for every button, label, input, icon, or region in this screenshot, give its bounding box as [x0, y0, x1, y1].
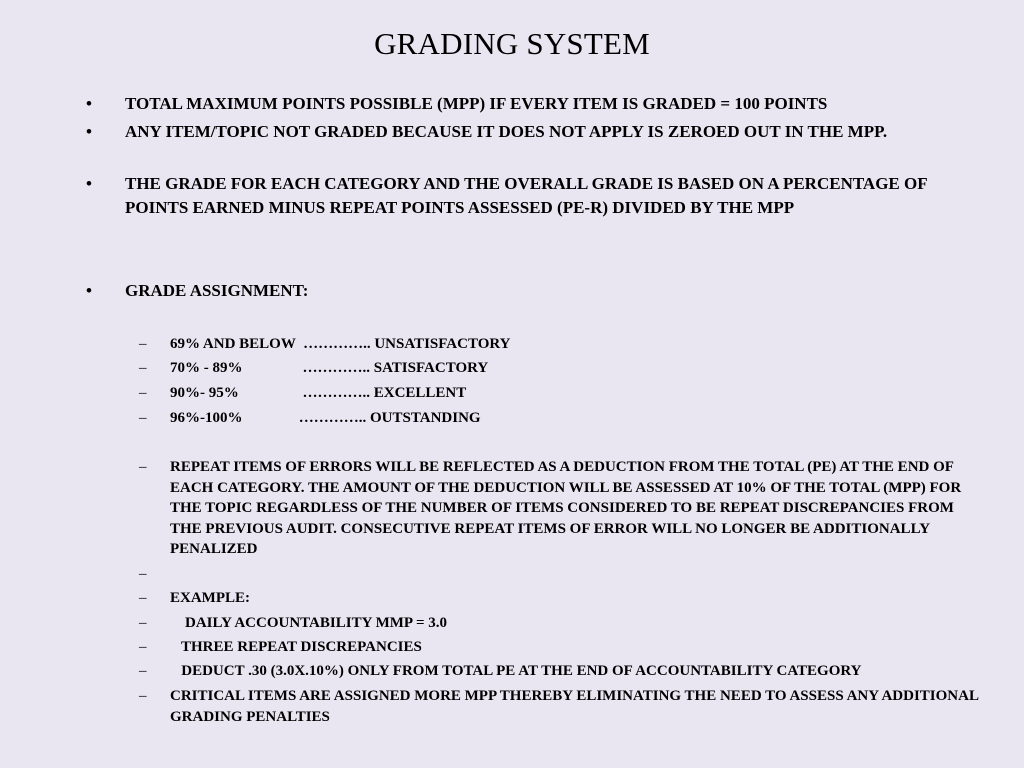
bullet-text: ANY ITEM/TOPIC NOT GRADED BECAUSE IT DOES NOT APPLY IS ZEROED OUT IN THE MPP.	[125, 122, 888, 141]
grade-scale-item	[139, 358, 979, 379]
bullet-text: THE GRADE FOR EACH CATEGORY AND THE OVERALL GRADE IS BASED ON A PERCENTAGE OF POINTS EARNED MINUS REPEAT POINTS ASSESSED (PE-R) DIVIDED BY THE MPP	[125, 174, 927, 217]
dash-marker: –	[139, 639, 147, 655]
note-text: REPEAT ITEMS OF ERRORS WILL BE REFLECTED AS A DEDUCTION FROM THE TOTAL (PE) AT THE END OF EACH CATEGORY. THE AMOUNT OF THE DEDUCTION WILL BE ASSESSED AT 10% OF THE TOTAL (MPP) FOR THE TOPIC REGARDLESS OF THE NUMBER OF ITEMS CONSIDERED TO BE REPEAT DISCREPANCIES FROM THE PREVIOUS AUDIT. CONSECUTIVE REPEAT ITEMS OF ERROR WILL NO LONGER BE ADDITIONALLY PENALIZED	[170, 459, 962, 557]
note-text: THREE REPEAT DISCREPANCIES	[170, 639, 422, 655]
dash-marker: –	[139, 360, 147, 376]
note-item	[139, 613, 979, 634]
note-item	[139, 661, 979, 682]
note-item	[139, 588, 979, 609]
bullet-item	[86, 172, 986, 220]
grade-scale-item	[139, 408, 979, 429]
bullet-marker: •	[86, 94, 92, 113]
dash-marker: –	[139, 336, 147, 352]
grade-scale-item	[139, 383, 979, 404]
bullet-marker: •	[86, 174, 92, 193]
grade-scale-item	[139, 334, 979, 355]
grade-scale-text: 96%-100% ………….. OUTSTANDING	[170, 410, 481, 426]
dash-marker: –	[139, 688, 147, 704]
slide-title: GRADING SYSTEM	[374, 26, 650, 61]
note-text: EXAMPLE:	[170, 590, 250, 606]
dash-marker: –	[139, 566, 147, 582]
bullet-marker: •	[86, 122, 92, 141]
dash-marker: –	[139, 590, 147, 606]
grade-scale-text: 90%- 95% ………….. EXCELLENT	[170, 385, 467, 401]
dash-marker: –	[139, 615, 147, 631]
note-item	[139, 686, 979, 727]
note-text: CRITICAL ITEMS ARE ASSIGNED MORE MPP THEREBY ELIMINATING THE NEED TO ASSESS ANY ADDITIONAL GRADING PENALTIES	[170, 688, 979, 725]
dash-marker: –	[139, 663, 147, 679]
grade-scale-text: 70% - 89% ………….. SATISFACTORY	[170, 360, 489, 376]
note-text: DEDUCT .30 (3.0X.10%) ONLY FROM TOTAL PE AT THE END OF ACCOUNTABILITY CATEGORY	[170, 663, 862, 679]
grade-scale-text: 69% AND BELOW ………….. UNSATISFACTORY	[170, 336, 511, 352]
dash-marker: –	[139, 410, 147, 426]
note-item	[139, 637, 979, 658]
bullet-marker: •	[86, 281, 92, 300]
dash-marker: –	[139, 459, 147, 475]
bullet-item	[86, 120, 986, 144]
bullet-item	[86, 92, 986, 116]
bullet-text: GRADE ASSIGNMENT:	[125, 281, 309, 300]
dash-marker: –	[139, 385, 147, 401]
bullet-item	[86, 279, 986, 303]
bullet-text: TOTAL MAXIMUM POINTS POSSIBLE (MPP) IF EVERY ITEM IS GRADED = 100 POINTS	[125, 94, 828, 113]
note-item	[139, 457, 979, 560]
note-text: DAILY ACCOUNTABILITY MMP = 3.0	[170, 615, 448, 631]
